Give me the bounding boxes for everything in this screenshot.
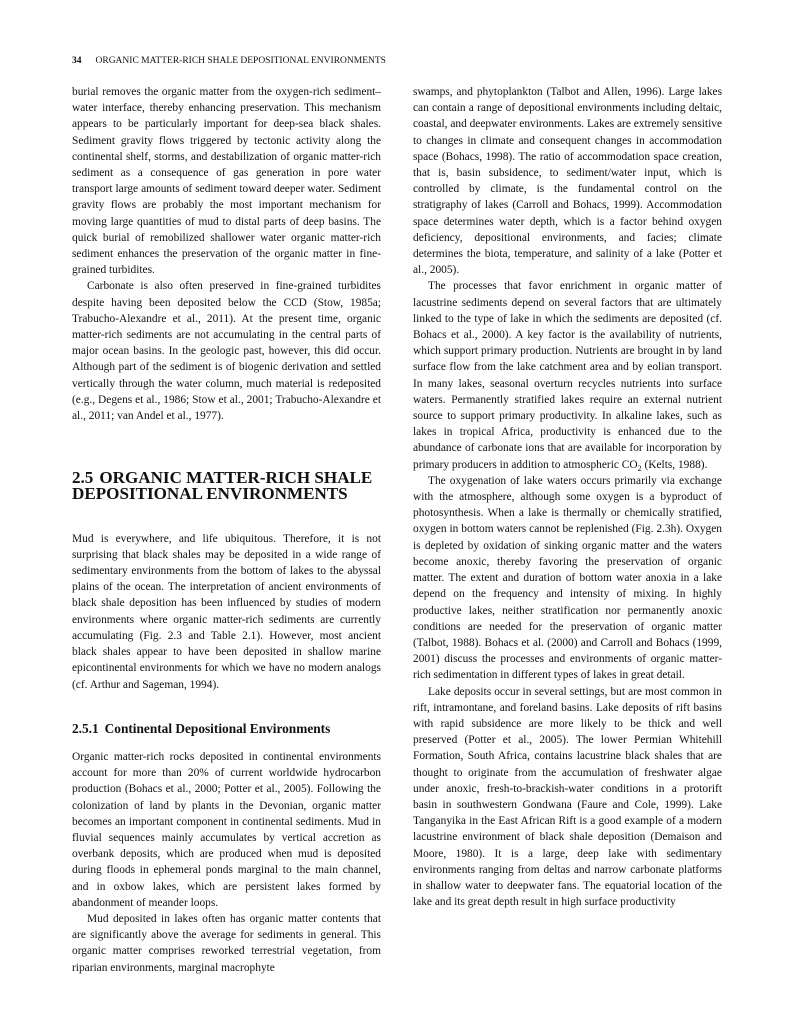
paragraph: The oxygenation of lake waters occurs primarily via exchange with the atmosphere, although some oxygen is a byproduct of photosynthesis. When a lake is thermally or chemically stratified, oxygen in bottom waters cannot be replenished (Fig. 2.3h). Oxygen is depleted by oxidation of sinking organic matter and the waters become anoxic, thereby favoring the preservation of organic matter. The extent and duration of bottom water anoxia in a lake depend on the frequency and intensity of mixing. In highly productive lakes, neither stratification nor permanently anoxic conditions are needed for the preservation of organic matter (Talbot, 1988). Bohacs et al. (2000) and Carroll and Bohacs (1999, 2001) discuss the processes and environments of organic matter-rich sedimentation in different types of lakes in great detail. <box>413 474 722 682</box>
subscript: 2 <box>637 463 642 473</box>
paragraph: swamps, and phytoplankton (Talbot and Allen, 1996). Large lakes can contain a range of depositional environments including deltaic, coastal, and deepwater environments. Lakes are extremely sensitive to changes in climate and consequent changes in accommodation space (Bohacs, 1998). The ratio of accommodation space creation, that is, basin subsidence, to sediment/water input, which is controlled by climate, is the fundamental control on the stratigraphy of lakes (Carroll and Bohacs, 1999). Accommodation space determines water depth, which is a factor behind oxygen deficiency, depositional environments, and facies; climate determines the biota, temperature, and salinity of a lake (Potter et al., 2005). <box>413 86 723 277</box>
paragraph-text: The processes that favor enrichment in organic matter of lacustrine sediments depend on several factors that are ultimately linked to the type of lake in which the sediments are deposited (cf. Bohacs et al., 2000). A key factor is the availability of nutrients, which support primary production. Nutrients are brought in by land surface flow from the lake catchment area and by eolian transport. In many lakes, seasonal overturn recycles nutrients into surface waters. Permanently stratified lakes require an external nutrient source to support primary productivity. In alkaline lakes, such as lakes in tropical Africa, productivity is enhanced due to the abundance of carbonate ions that are available for incorporation by primary producers in addition to atmospheric CO <box>413 280 722 471</box>
paragraph: Mud deposited in lakes often has organic matter contents that are significantly above the average for sediments in general. This organic matter comprises reworked terrestrial vegetation, from riparian environments, marginal macrophyte <box>72 912 381 974</box>
paragraph: Organic matter-rich rocks deposited in continental environments account for more than 20% of current worldwide hydrocarbon production (Bohacs et al., 2000; Potter et al., 2005). Following the colonization of land by plants in the Devonian, organic matter becomes an important component in continental sediments. Mud in fluvial sequences mainly accumulates by vertical accretion as overbank deposits, which are produced when mud is deposited during floods in ephemeral ponds marginal to the main channel, and in oxbow lakes, which are persistent lakes formed by abandonment of meander loops. <box>72 750 381 909</box>
running-title: ORGANIC MATTER-RICH SHALE DEPOSITIONAL ENVIRONMENTS <box>95 56 386 66</box>
running-head <box>72 56 386 66</box>
paragraph: burial removes the organic matter from the oxygen-rich sediment–water interface, thereby enhancing preservation. This mechanism appears to be particularly important for deep-sea black shales. Sediment gravity flows triggered by tectonic activity along the continental shelf, storms, and destabilization of organic matter-rich sediment as a consequence of gas generation in pore water transport large amounts of sediment toward deeper water. Sediment gravity flows are probably the most important mechanism for moving large quantities of mud to distal parts of deep basins. The quick burial of remobilized shallower water organic matter-rich sediment enhances the preservation of the organic matter in fine-grained turbidites. <box>72 86 381 277</box>
paragraph-text: (Kelts, 1988). <box>641 458 708 471</box>
right-column <box>413 84 722 910</box>
subsection-title: Continental Depositional Environments <box>104 720 331 736</box>
section-heading <box>72 470 381 502</box>
paragraph: Mud is everywhere, and life ubiquitous. Therefore, it is not surprising that black shales may be deposited in a wide range of sedimentary environments from the bottom of lakes to the abyssal plains of the ocean. The interpretation of ancient environments of black shale deposition has been influenced by studies of modern environments where organic matter-rich sediments are currently accumulating (Fig. 2.3 and Table 2.1). However, most ancient black shales appear to have been deposited in shallow marine epicontinental environments for which we have no modern analogs (cf. Arthur and Sageman, 1994). <box>72 532 381 691</box>
paragraph: Carbonate is also often preserved in fine-grained turbidites despite having been deposited below the CCD (Stow, 1985a; Trabucho-Alexandre et al., 2011). At the present time, organic matter-rich sediments are not accumulating in the central parts of major ocean basins. In the geologic past, however, this did occur. Although part of the sediment is of biogenic derivation and settled vertically through the water column, much material is redeposited (e.g., Degens et al., 1986; Stow et al., 2001; Trabucho-Alexandre et al., 2011; van Andel et al., 1977). <box>72 280 381 423</box>
section-title: ORGANIC MATTER-RICH SHALE DEPOSITIONAL ENVIRONMENTS <box>72 468 373 504</box>
section-number: 2.5 <box>72 468 94 488</box>
paragraph: Lake deposits occur in several settings, but are most common in rift, intramontane, and foreland basins. Lake deposits of rift basins with rapid subsidence are more likely to be thick and well preserved (Potter et al., 2005). The lower Permian Whitehill Formation, South Africa, contains lacustrine black shales that are thought to originate from the accumulation of freshwater algae under anoxic, fresh-to-brackish-water conditions in a protorift basin in southwestern Gondwana (Faure and Cole, 1999). Lake Tanganyika in the East African Rift is a good example of a modern lacustrine environment of black shale deposition (Demaison and Moore, 1980). It is a large, deep lake with sedimentary environments ranging from deltas and narrow carbonate platforms in shallow water to deepwater fans. The equatorial location of the lake and its great depth result in high surface productivity <box>413 685 722 909</box>
subsection-number: 2.5.1 <box>72 720 99 736</box>
subsection-heading <box>72 721 381 737</box>
paragraph <box>413 278 722 472</box>
page-number: 34 <box>72 56 82 66</box>
left-column <box>72 84 381 976</box>
